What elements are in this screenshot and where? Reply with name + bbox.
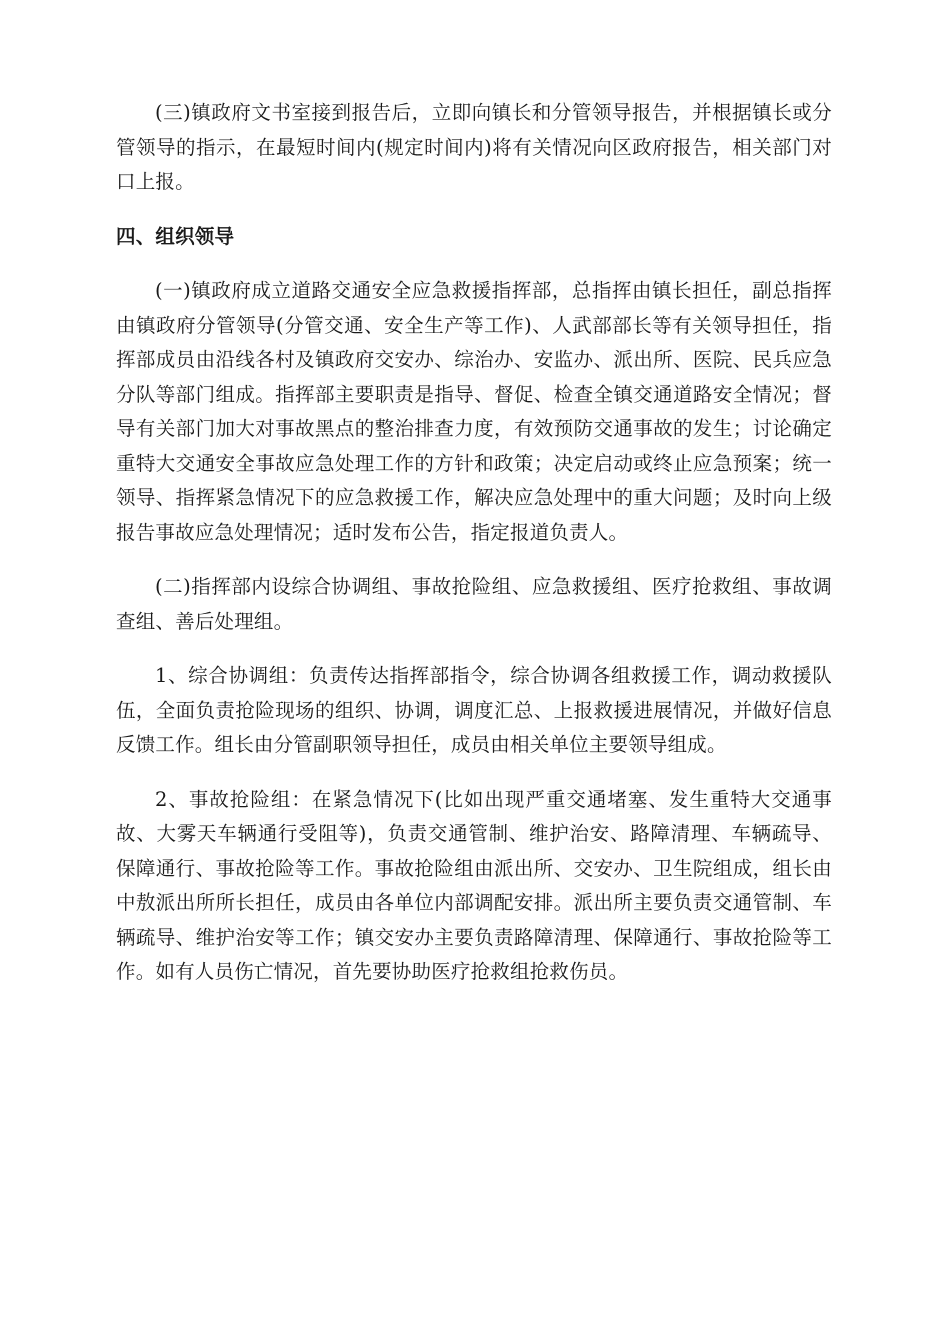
paragraph-internal-groups: (二)指挥部内设综合协调组、事故抢险组、应急救援组、医疗抢救组、事故调查组、善后处理组。 xyxy=(116,575,832,633)
paragraph-command-headquarters: (一)镇政府成立道路交通安全应急救援指挥部，总指挥由镇长担任，副总指挥由镇政府分管领导(分管交通、安全生产等工作)、人武部部长等有关领导担任，指挥部成员由沿线各村及镇政府交安办、综治办、安监办、派出所、医院、民兵应急分队等部门组成。指挥部主要职责是指导、督促、检查全镇交通道路安全情况；督导有关部门加大对事故黑点的整治排查力度，有效预防交通事故的发生；讨论确定重特大交通安全事故应急处理工作的方针和政策；决定启动或终止应急预案；统一领导、指挥紧急情况下的应急救援工作，解决应急处理中的重大问题；及时向上级报告事故应急处理情况；适时发布公告，指定报道负责人。 xyxy=(116,279,832,544)
paragraph-reporting-procedure: (三)镇政府文书室接到报告后，立即向镇长和分管领导报告，并根据镇长或分管领导的指示，在最短时间内(规定时间内)将有关情况向区政府报告，相关部门对口上报。 xyxy=(116,101,832,193)
section-heading-organization: 四、组织领导 xyxy=(116,224,235,248)
document-page xyxy=(116,96,832,1010)
paragraph-coordination-group: 1、综合协调组：负责传达指挥部指令，综合协调各组救援工作，调动救援队伍，全面负责抢险现场的组织、协调，调度汇总、上报救援进展情况，并做好信息反馈工作。组长由分管副职领导担任，成员由相关单位主要领导组成。 xyxy=(116,664,832,756)
paragraph-rescue-group: 2、事故抢险组：在紧急情况下(比如出现严重交通堵塞、发生重特大交通事故、大雾天车辆通行受阻等)，负责交通管制、维护治安、路障清理、车辆疏导、保障通行、事故抢险等工作。事故抢险组由派出所、交安办、卫生院组成，组长由中敖派出所所长担任，成员由各单位内部调配安排。派出所主要负责交通管制、车辆疏导、维护治安等工作；镇交安办主要负责路障清理、保障通行、事故抢险等工作。如有人员伤亡情况，首先要协助医疗抢救组抢救伤员。 xyxy=(116,787,832,983)
